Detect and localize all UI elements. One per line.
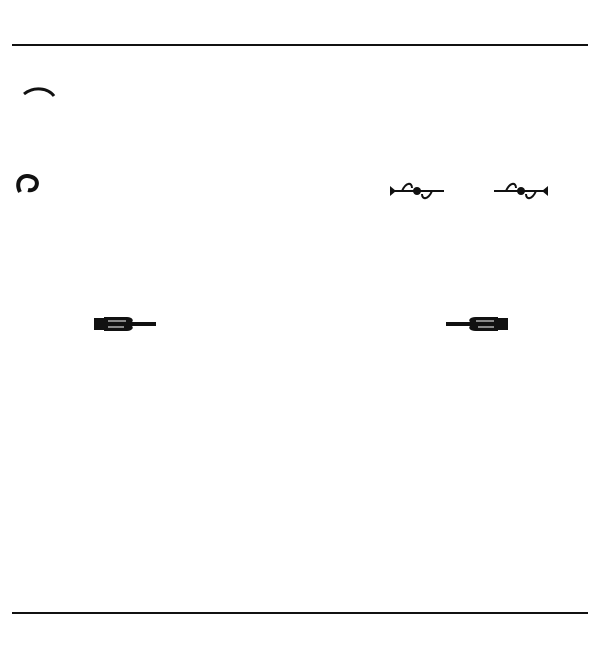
- dropcap-d: [14, 84, 80, 202]
- top-rule: [12, 44, 588, 46]
- pointing-hand-left-icon: [444, 312, 510, 336]
- fleuron-left-icon: [388, 180, 446, 202]
- fleuron-right-icon: [492, 180, 550, 202]
- bottom-rule: [12, 612, 588, 614]
- dropcap-letter: [14, 84, 80, 202]
- pointing-hand-right-icon: [92, 312, 158, 336]
